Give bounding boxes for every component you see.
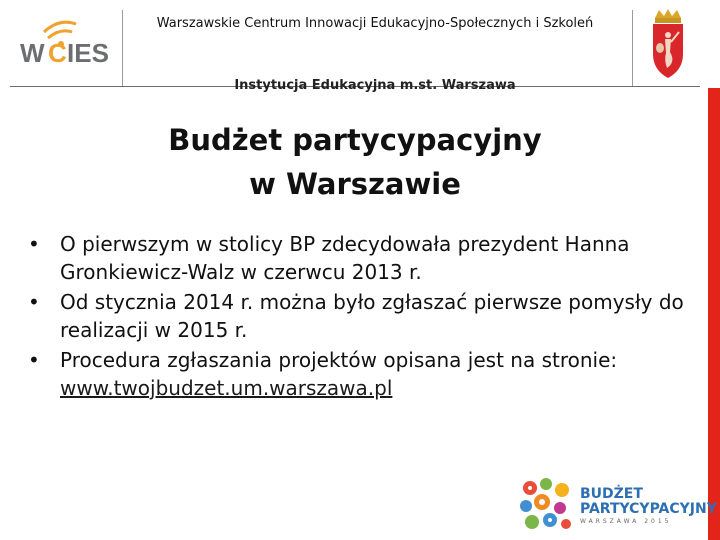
warsaw-crest-icon <box>643 8 693 80</box>
slide-header <box>0 0 720 100</box>
slide-title-line1: Budżet partycypacyjny <box>168 123 542 157</box>
bullet-marker: • <box>28 232 40 256</box>
bullet-text: Procedura zgłaszania projektów opisana jest na stronie: <box>60 348 618 372</box>
header-divider-left <box>122 10 123 86</box>
slide-title-line2: w Warszawie <box>249 167 461 201</box>
bp-logo-line3: WARSZAWA 2015 <box>580 518 672 525</box>
bullet-list <box>28 230 700 404</box>
svg-text:IES: IES <box>67 38 109 68</box>
bp-logo-line2: PARTYCYPACYJNY <box>580 501 717 517</box>
flower-pattern-icon <box>516 474 578 536</box>
slide-title <box>0 118 710 206</box>
svg-text:C: C <box>48 38 67 68</box>
organization-name: Warszawskie Centrum Innowacji Edukacyjno-Społecznych i Szkoleń <box>156 16 594 31</box>
bullet-text: O pierwszym w stolicy BP zdecydowała prezydent Hanna Gronkiewicz-Walz w czerwcu 2013 r. <box>60 232 630 284</box>
list-item <box>28 230 700 286</box>
header-divider-right <box>632 10 633 86</box>
list-item <box>28 288 700 344</box>
wcies-logo <box>14 10 114 74</box>
list-item <box>28 346 700 402</box>
bullet-text: Od stycznia 2014 r. można było zgłaszać pierwsze pomysły do realizacji w 2015 r. <box>60 290 684 342</box>
bp-logo-line1: BUDŻET <box>580 486 643 502</box>
organization-subtitle: Instytucja Edukacyjna m.st. Warszawa <box>234 78 516 93</box>
budget-website-link[interactable]: www.twojbudzet.um.warszawa.pl <box>60 376 393 400</box>
bullet-marker: • <box>28 348 40 372</box>
participatory-budget-logo <box>516 474 717 536</box>
bullet-marker: • <box>28 290 40 314</box>
svg-text:W: W <box>20 38 45 68</box>
